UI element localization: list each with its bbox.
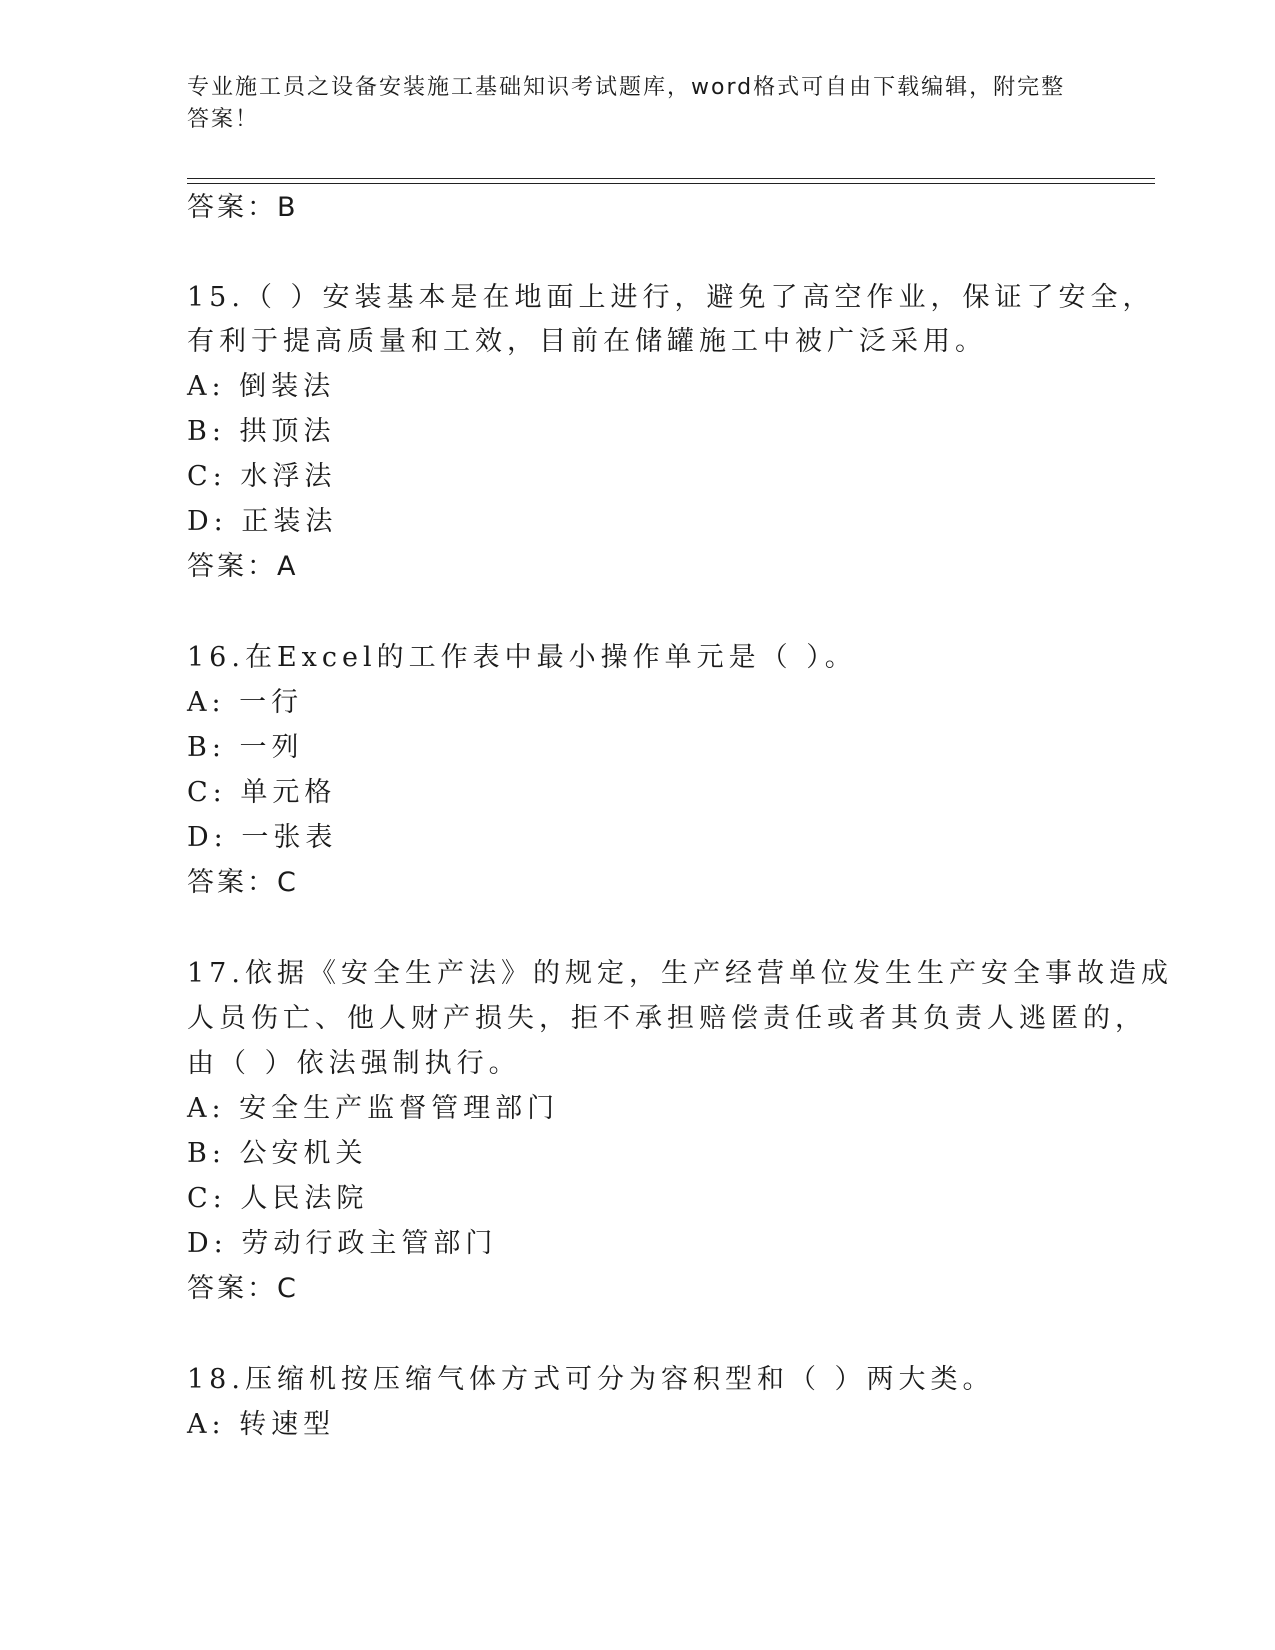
question-17-stem-line-2: 人员伤亡、他人财产损失，拒不承担赔偿责任或者其负责人逃匿的，	[187, 1003, 1147, 1034]
question-16-option-b: B: 一列	[187, 732, 304, 763]
question-18-option-a: A: 转速型	[187, 1409, 336, 1440]
question-17-option-b: B: 公安机关	[187, 1138, 368, 1169]
question-16-option-a: A: 一行	[187, 687, 304, 718]
question-16-option-d: D: 一张表	[187, 822, 338, 853]
question-16-stem-line-1: 16.在Excel的工作表中最小操作单元是（ ）。	[187, 642, 857, 673]
question-17-option-d: D: 劳动行政主管部门	[187, 1228, 498, 1259]
question-15-option-a: A: 倒装法	[187, 371, 336, 402]
question-15-option-b: B: 拱顶法	[187, 416, 336, 447]
header-divider-top	[187, 178, 1155, 179]
question-17-stem-line-1: 17.依据《安全生产法》的规定，生产经营单位发生生产安全事故造成	[187, 958, 1173, 989]
question-15-option-d: D: 正装法	[187, 506, 338, 537]
document-header: 专业施工员之设备安装施工基础知识考试题库，word格式可自由下载编辑，附完整答案！	[187, 75, 1066, 132]
header-divider-bottom	[187, 183, 1155, 184]
question-18-stem-line-1: 18.压缩机按压缩气体方式可分为容积型和（ ）两大类。	[187, 1364, 995, 1395]
question-17-option-c: C: 人民法院	[187, 1183, 369, 1214]
answer-line: 答案：B	[187, 192, 299, 223]
question-17-answer: 答案：C	[187, 1273, 299, 1304]
question-15-option-c: C: 水浮法	[187, 461, 337, 492]
question-15-answer: 答案：A	[187, 551, 299, 582]
question-15-stem-line-2: 有利于提高质量和工效，目前在储罐施工中被广泛采用。	[187, 326, 987, 357]
question-16-option-c: C: 单元格	[187, 777, 337, 808]
question-17-stem-line-3: 由（ ）依法强制执行。	[187, 1048, 521, 1079]
question-16-answer: 答案：C	[187, 867, 299, 898]
question-17-option-a: A: 安全生产监督管理部门	[187, 1093, 560, 1124]
question-15-stem-line-1: 15.（ ）安装基本是在地面上进行，避免了高空作业，保证了安全，	[187, 282, 1155, 313]
